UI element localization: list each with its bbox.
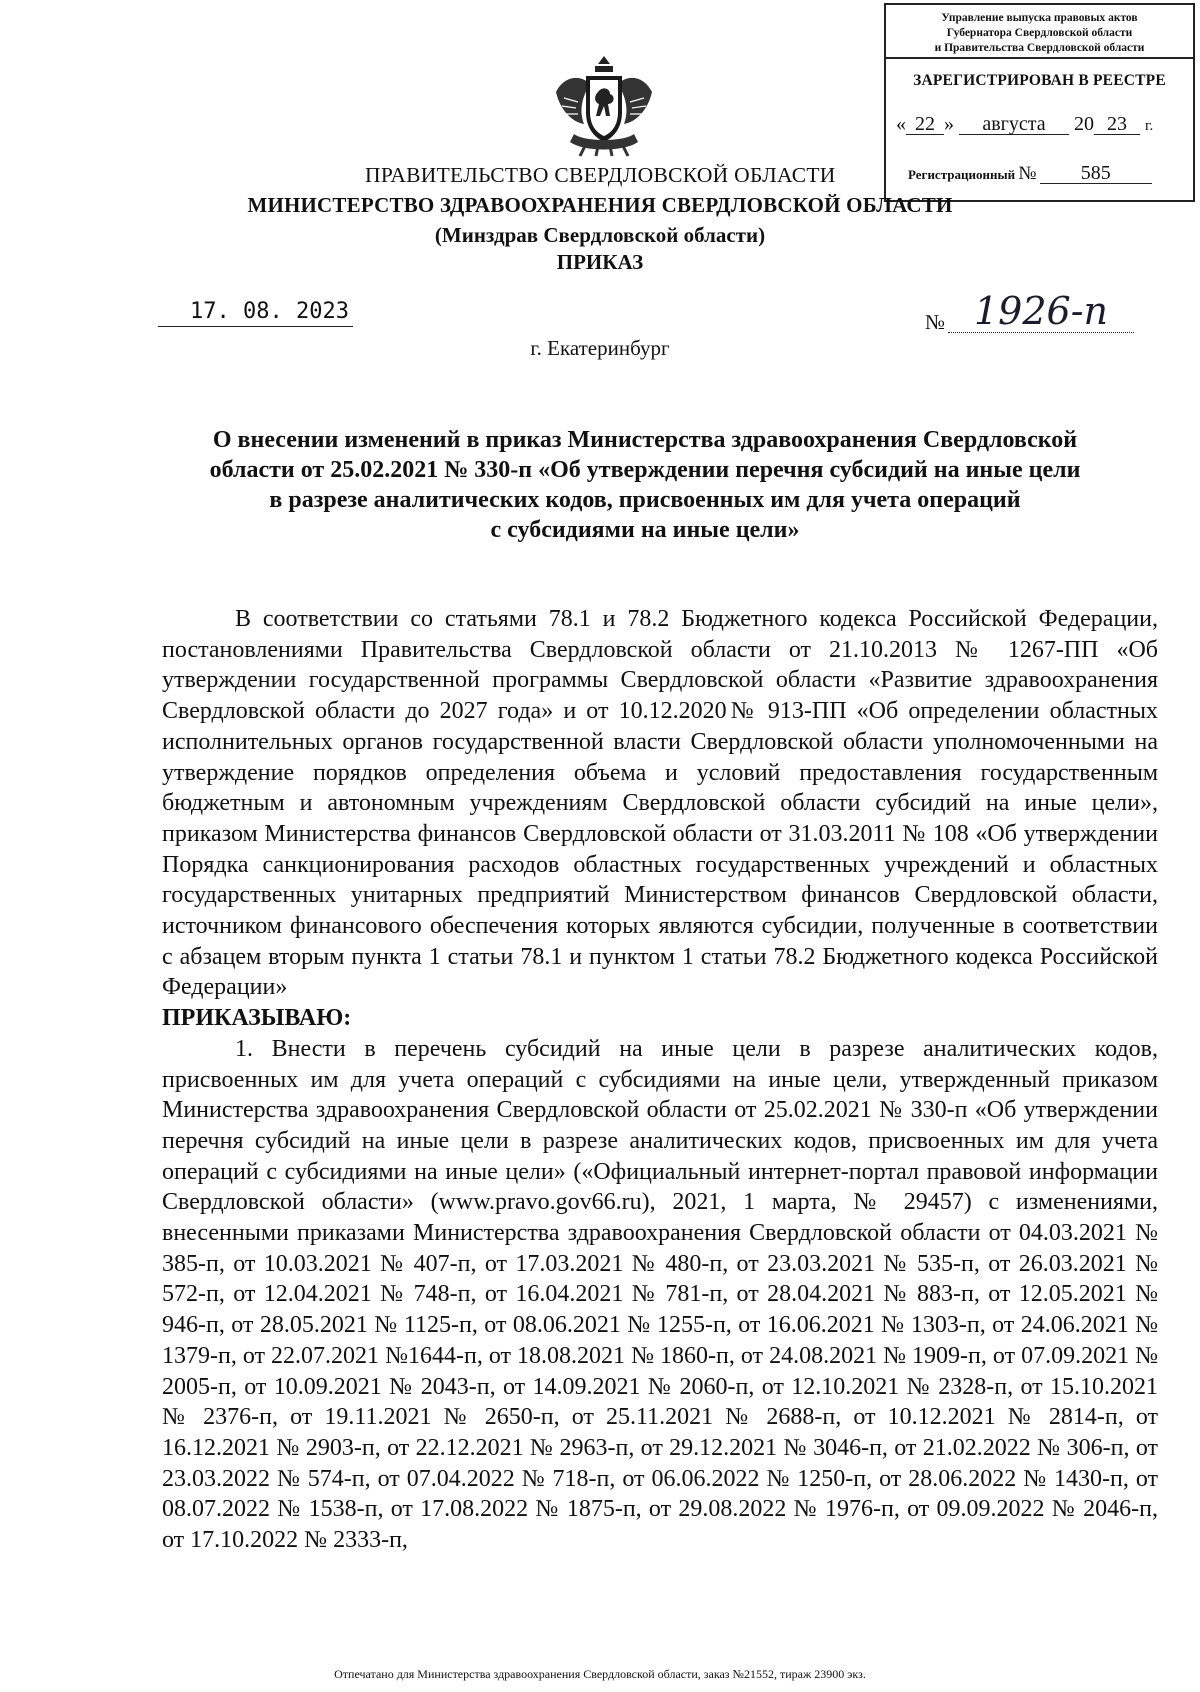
stamp-day: 22 [906, 114, 944, 135]
stamp-reg-label: Регистрационный [908, 167, 1016, 182]
stamp-organization [886, 5, 1193, 59]
stamp-org-line: Губернатора Свердловской области [946, 27, 1133, 39]
order-number-sign: № [925, 310, 946, 334]
preamble-paragraph: В соответствии со статьями 78.1 и 78.2 Бюджетного кодекса Российской Федерации, постановлениями Правительства Свердловской области от 21.10.2013 № 1267-ПП «Об утверждении государственной программы Свердловской области «Развитие здравоохранения Свердловской области до 2027 года» и от 10.12.2020№ 913-ПП «Об определении областных исполнительных органов государственной власти Свердловской области уполномоченными на утверждение порядков определения объема и условий предоставления государственным бюджетным и автономным учреждениям Свердловской области субсидий на иные цели», приказом Министерства финансов Свердловской области от 31.03.2011 № 108 «Об утверждении Порядка санкционирования расходов областных государственных учреждений и областных государственных унитарных предприятий Министерством финансов Свердловской области, источником финансового обеспечения которых являются субсидии, полученные в соответствии с абзацем вторым пункта 1 статьи 78.1 и пунктом 1 статьи 78.2 Бюджетного кодекса Российской Федерации» [162, 606, 1158, 1001]
title-line: области от 25.02.2021 № 330-п «Об утверждении перечня субсидий на иные цели [209, 457, 1081, 483]
stamp-quote-open: « [896, 113, 906, 135]
stamp-reg-number [908, 163, 1152, 185]
document-title [130, 425, 1160, 545]
order-number: 1926-п [948, 290, 1134, 333]
title-line: в разрезе аналитических кодов, присвоенных им для учета операций [269, 487, 1021, 513]
registration-stamp [884, 3, 1195, 202]
stamp-date [896, 113, 1189, 136]
ministry-heading: МИНИСТЕРСТВО ЗДРАВООХРАНЕНИЯ СВЕРДЛОВСКОЙ ОБЛАСТИ [247, 193, 953, 217]
item-1-paragraph: 1. Внести в перечень субсидий на иные цели в разрезе аналитических кодов, присвоенных им для учета операций с субсидиями на иные цели, утвержденный приказом Министерства здравоохранения Свердловской области от 25.02.2021 № 330-п «Об утверждении перечня субсидий на иные цели в разрезе аналитических кодов, присвоенных им для учета операций с субсидиями на иные цели» («Официальный интернет-портал правовой информации Свердловской области» (www.pravo.gov66.ru), 2021, 1 марта, № 29457) с изменениями, внесенными приказами Министерства здравоохранения Свердловской области от 04.03.2021 № 385-п, от 10.03.2021 № 407-п, от 17.03.2021 № 480-п, от 23.03.2021 № 535-п, от 26.03.2021 № 572-п, от 12.04.2021 № 748-п, от 16.04.2021 № 781-п, от 28.04.2021 № 883-п, от 12.05.2021 № 946-п, от 28.05.2021 № 1125-п, от 08.06.2021 № 1255-п, от 16.06.2021 № 1303-п, от 24.06.2021 № 1379-п, от 22.07.2021 №1644-п, от 18.08.2021 № 1860-п, от 24.08.2021 № 1909-п, от 07.09.2021 № 2005-п, от 10.09.2021 № 2043-п, от 14.09.2021 № 2060-п, от 12.10.2021 № 2328-п, от 15.10.2021 № 2376-п, от 19.11.2021 № 2650-п, от 25.11.2021 № 2688-п, от 10.12.2021 № 2814-п, от 16.12.2021 № 2903-п, от 22.12.2021 № 2963-п, от 29.12.2021 № 3046-п, от 21.02.2022 № 306-п, от 23.03.2022 № 574-п, от 07.04.2022 № 718-п, от 06.06.2022 № 1250-п, от 28.06.2022 № 1430-п, от 08.07.2022 № 1538-п, от 17.08.2022 № 1875-п, от 29.08.2022 № 1976-п, от 09.09.2022 № 2046-п, от 17.10.2022 № 2333-п, [162, 1035, 1158, 1554]
city: г. Екатеринбург [530, 336, 670, 360]
stamp-year-prefix: 20 [1074, 113, 1094, 135]
stamp-year-suffix: 23 [1094, 114, 1140, 135]
stamp-reg-number-value: 585 [1040, 163, 1152, 184]
stamp-month: августа [959, 114, 1069, 135]
stamp-quote-close: » [944, 113, 954, 135]
stamp-year-unit: г. [1145, 118, 1154, 134]
title-line: О внесении изменений в приказ Министерства здравоохранения Свердловской [212, 427, 1078, 453]
coat-of-arms-icon [550, 52, 658, 160]
print-footer: Отпечатано для Министерства здравоохранения Свердловской области, заказ №21552, тираж 23900 экз. [334, 1667, 866, 1681]
ministry-short-name: (Минздрав Свердловской области) [434, 223, 766, 247]
command-heading: ПРИКАЗЫВАЮ: [162, 1005, 352, 1032]
stamp-org-line: и Правительства Свердловской области [934, 42, 1145, 54]
order-date: 17. 08. 2023 [158, 298, 353, 327]
document-body [162, 604, 1158, 1556]
title-line: с субсидиями на иные цели» [490, 517, 800, 543]
document-type: ПРИКАЗ [556, 250, 644, 274]
stamp-org-line: Управление выпуска правовых актов [941, 12, 1138, 24]
government-heading: ПРАВИТЕЛЬСТВО СВЕРДЛОВСКОЙ ОБЛАСТИ [365, 163, 836, 187]
stamp-registered-title: ЗАРЕГИСТРИРОВАН В РЕЕСТРЕ [913, 72, 1166, 89]
stamp-num-sign: № [1018, 163, 1037, 184]
